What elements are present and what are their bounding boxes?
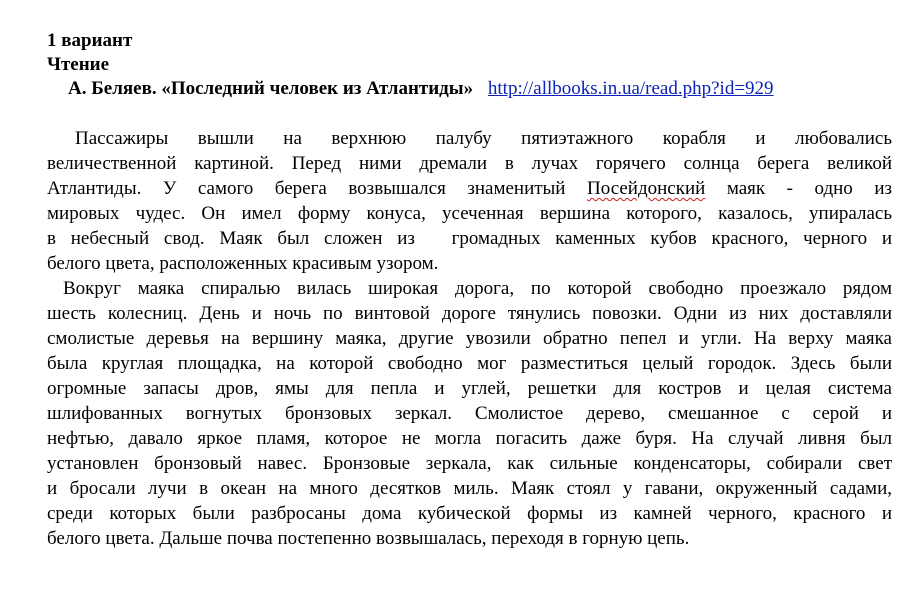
blank-line (47, 101, 892, 126)
paragraph-line: смолистые деревья на вершину маяка, другие увозили обратно пепел и угли. На верху маяка (47, 328, 892, 349)
paragraph-line: шлифованных вогнутых бронзовых зеркал. Смолистое дерево, смешанное с серой и (47, 403, 892, 424)
paragraph-line: и бросали лучи в океан на много десятков миль. Маяк стоял у гавани, окруженный садами, (47, 478, 892, 499)
paragraph-line (47, 226, 892, 251)
spellcheck-word: Посейдонский (587, 178, 706, 199)
paragraph-line: белого цвета, расположенных красивым узором. (47, 253, 439, 274)
document-page (47, 29, 892, 551)
text-fragment: громадных каменных кубов красного, черного и (451, 228, 892, 249)
paragraph-line: установлен бронзовый навес. Бронзовые зеркала, как сильные конденсаторы, собирали свет (47, 453, 892, 474)
book-title: А. Беляев. «Последний человек из Атлантиды» (68, 78, 474, 99)
paragraph-line: белого цвета. Дальше почва постепенно возвышалась, переходя в горную цепь. (47, 528, 690, 549)
variant-heading: 1 вариант (47, 30, 133, 51)
book-link[interactable]: http://allbooks.in.ua/read.php?id=929 (487, 78, 774, 99)
paragraph-line: шесть колесниц. День и ночь по винтовой дороге тянулись повозки. Одни из них доставляли (47, 303, 892, 324)
paragraph-line: величественной картиной. Перед ними дремали в лучах горячего солнца берега великой (47, 153, 892, 174)
book-title-line (47, 77, 892, 101)
paragraph-line: Пассажиры вышли на верхнюю палубу пятиэтажного корабля и любовались (75, 128, 892, 149)
paragraph-line (47, 176, 892, 201)
paragraph-line: нефтью, давало яркое пламя, которое не могла погасить даже буря. На случай ливня был (47, 428, 892, 449)
section-heading: Чтение (47, 54, 110, 75)
paragraph-line: огромные запасы дров, ямы для пепла и углей, решетки для костров и целая система (47, 378, 892, 399)
paragraph-1 (47, 126, 892, 276)
paragraph-2 (47, 276, 892, 551)
text-fragment: в небесный свод. Маяк был сложен из (47, 228, 415, 249)
paragraph-line: мировых чудес. Он имел форму конуса, усеченная вершина которого, казалось, упиралась (47, 203, 892, 224)
paragraph-line: среди которых были разбросаны дома кубической формы из камней черного, красного и (47, 503, 892, 524)
paragraph-line: была круглая площадка, на которой свободно мог разместиться целый городок. Здесь были (47, 353, 892, 374)
text-fragment: Атлантиды. У самого берега возвышался знаменитый (47, 178, 566, 199)
text-fragment: маяк - одно из (726, 178, 893, 199)
paragraph-line: Вокруг маяка спиралью вилась широкая дорога, по которой свободно проезжало рядом (63, 278, 892, 299)
